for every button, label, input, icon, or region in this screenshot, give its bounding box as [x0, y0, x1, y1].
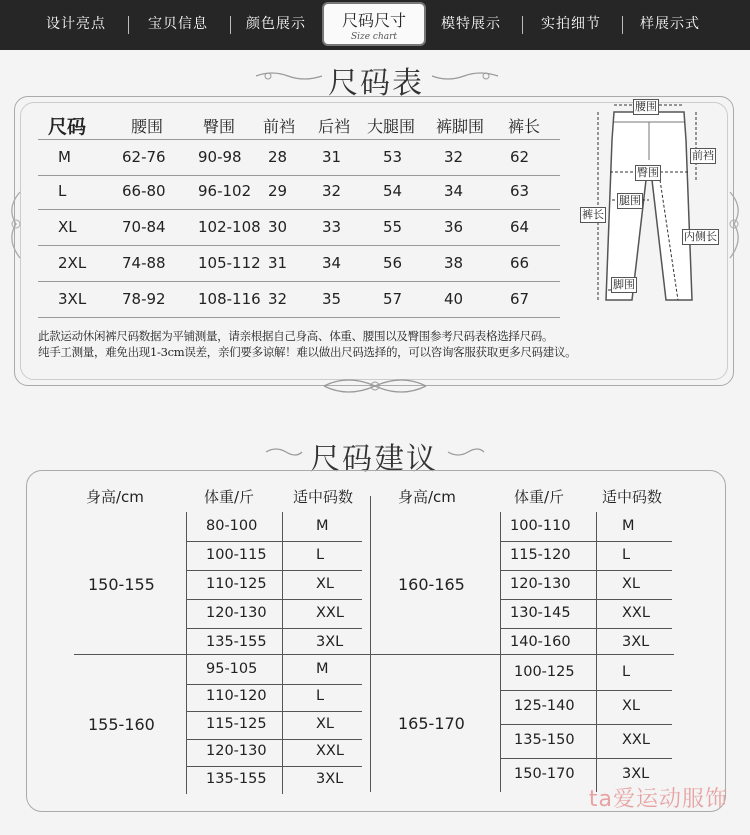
size-row-label: M: [58, 148, 71, 166]
rec-row-divider: [186, 766, 362, 767]
nav-item-product-info[interactable]: 宝贝信息: [148, 16, 208, 32]
rec-weight-range: 120-130: [206, 604, 267, 621]
diagram-label-inseam: 内侧长: [684, 230, 717, 243]
side-ornament-left: [4, 190, 26, 260]
size-table-cell: 32: [322, 182, 342, 200]
size-table-cell: 31: [322, 148, 342, 166]
size-table-cell: 64: [510, 218, 530, 236]
rec-size: XXL: [622, 604, 650, 621]
nav-active-sublabel: Size chart: [350, 32, 398, 42]
diagram-label-hem: 脚围: [613, 278, 635, 291]
size-table-cell: 30: [268, 218, 288, 236]
rec-size: 3XL: [622, 766, 650, 782]
size-table-cell: 63: [510, 182, 530, 200]
size-row-divider: [38, 175, 560, 176]
size-chart-title: 尺码表: [328, 66, 424, 101]
rec-size: M: [316, 660, 329, 677]
col-header-length: 裤长: [508, 117, 541, 136]
diagram-label-hip: 臀围: [637, 166, 659, 179]
diagram-label-front-rise: 前裆: [692, 149, 714, 162]
rec-size: M: [316, 517, 329, 534]
diagram-label-waist: 腰围: [635, 100, 657, 113]
rec-size: L: [622, 664, 631, 680]
size-row-divider: [38, 317, 560, 318]
rec-weight-range: 135-155: [206, 633, 267, 650]
rec-row-divider: [186, 711, 362, 712]
bottom-ornament: [320, 374, 430, 398]
nav-active-label: 尺码尺寸: [341, 11, 406, 30]
rec-row-divider: [186, 599, 362, 600]
title-ornament-right: [446, 446, 486, 458]
rec-size: XL: [622, 575, 641, 592]
size-table-cell: 32: [268, 290, 288, 308]
rec-weight-range: 125-140: [514, 698, 575, 714]
size-table-cell: 66: [510, 254, 530, 272]
rec-size: L: [316, 688, 325, 705]
rec-size: XL: [622, 698, 641, 714]
size-note-line-1: 此款运动休闲裤尺码数据为平铺测量，请亲根据自己身高、体重、腰围以及臀围参考尺码表格选择尺码。: [38, 329, 554, 343]
rec-row-divider: [186, 684, 362, 685]
rec-weight-range: 110-120: [206, 688, 267, 705]
rec-size: M: [622, 517, 635, 534]
recommend-frame: [26, 470, 726, 812]
nav-separator: [128, 16, 129, 34]
rec-size: 3XL: [316, 770, 344, 787]
size-row-label: L: [58, 182, 67, 200]
rec-size: XXL: [316, 743, 344, 760]
size-table-cell: 96-102: [198, 182, 252, 200]
size-table-cell: 29: [268, 182, 288, 200]
rec-row-divider: [186, 628, 362, 629]
diagram-label-length: 裤长: [582, 208, 604, 221]
nav-separator: [230, 16, 231, 34]
rec-header-weight-left: 体重/斤: [204, 488, 255, 506]
title-ornament-left: [264, 446, 304, 458]
rec-height-range: 165-170: [398, 714, 465, 733]
size-table-cell: 70-84: [122, 218, 166, 236]
side-ornament-right: [724, 190, 746, 260]
rec-row-divider: [186, 570, 362, 571]
nav-separator: [522, 16, 523, 34]
size-table-cell: 105-112: [198, 254, 261, 272]
size-table-cell: 40: [444, 290, 464, 308]
nav-item-design-highlights[interactable]: 设计亮点: [46, 16, 106, 32]
size-table-cell: 53: [383, 148, 403, 166]
size-table-cell: 28: [268, 148, 288, 166]
rec-row-divider: [500, 570, 672, 571]
rec-weight-range: 120-130: [510, 575, 571, 592]
nav-separator: [622, 16, 623, 34]
nav-item-model-display[interactable]: 模特展示: [441, 16, 501, 32]
header-divider: [38, 139, 560, 140]
rec-size: 3XL: [316, 633, 344, 650]
shop-watermark: ta爱运动服饰: [588, 787, 728, 812]
rec-size: XXL: [622, 732, 650, 748]
size-table-cell: 74-88: [122, 254, 166, 272]
size-table-cell: 55: [383, 218, 403, 236]
rec-size: 3XL: [622, 633, 650, 650]
size-table-cell: 31: [268, 254, 288, 272]
rec-column-divider: [500, 512, 501, 657]
rec-weight-range: 100-115: [206, 546, 267, 563]
rec-weight-range: 100-125: [514, 664, 575, 680]
size-table-cell: 33: [322, 218, 342, 236]
size-row-divider: [38, 281, 560, 282]
size-table-cell: 108-116: [198, 290, 261, 308]
rec-weight-range: 110-125: [206, 575, 267, 592]
size-row-label: 3XL: [58, 290, 87, 308]
rec-weight-range: 115-120: [510, 546, 571, 563]
rec-row-divider: [500, 541, 672, 542]
size-table-cell: 32: [444, 148, 464, 166]
size-table-cell: 34: [322, 254, 342, 272]
size-table-cell: 38: [444, 254, 464, 272]
rec-row-divider: [186, 739, 362, 740]
top-nav-bar: [0, 0, 750, 50]
rec-weight-range: 135-155: [206, 770, 267, 787]
col-header-hip: 臀围: [203, 117, 236, 136]
rec-column-divider: [186, 656, 187, 794]
size-table-cell: 36: [444, 218, 464, 236]
col-header-waist: 腰围: [131, 117, 164, 136]
rec-size: L: [622, 546, 631, 563]
size-row-label: 2XL: [58, 254, 87, 272]
rec-header-weight-right: 体重/斤: [514, 488, 565, 506]
rec-column-divider: [596, 512, 597, 657]
rec-weight-range: 95-105: [206, 660, 258, 677]
rec-height-range: 155-160: [88, 714, 155, 734]
size-table-cell: 90-98: [198, 148, 242, 166]
rec-center-divider: [370, 496, 371, 792]
size-table-cell: 62-76: [122, 148, 166, 166]
rec-header-height-right: 身高/cm: [398, 488, 456, 506]
rec-weight-range: 115-125: [206, 715, 267, 732]
size-table-cell: 35: [322, 290, 342, 308]
rec-size: XL: [316, 575, 335, 592]
title-ornament-left: [254, 70, 324, 82]
nav-item-color-display[interactable]: 颜色展示: [246, 16, 306, 32]
rec-weight-range: 150-170: [514, 766, 575, 782]
rec-weight-range: 135-150: [514, 732, 575, 748]
size-table-cell: 62: [510, 148, 530, 166]
rec-weight-range: 80-100: [206, 517, 258, 534]
rec-header-size-left: 适中码数: [293, 488, 354, 506]
rec-column-divider: [282, 656, 283, 794]
rec-column-divider: [186, 512, 187, 657]
diagram-label-thigh: 腿围: [619, 194, 641, 207]
rec-row-divider: [186, 541, 362, 542]
rec-weight-range: 140-160: [510, 633, 571, 650]
size-table-cell: 34: [444, 182, 464, 200]
size-table-cell: 78-92: [122, 290, 166, 308]
rec-weight-range: 100-110: [510, 517, 571, 534]
rec-size: L: [316, 546, 325, 563]
col-header-front-rise: 前裆: [263, 117, 296, 136]
size-table-cell: 67: [510, 290, 530, 308]
rec-weight-range: 130-145: [510, 604, 571, 621]
recommend-title: 尺码建议: [310, 442, 438, 477]
nav-item-real-details[interactable]: 实拍细节: [541, 16, 601, 32]
rec-row-divider: [500, 758, 672, 759]
rec-height-range: 160-165: [398, 574, 465, 594]
rec-height-range: 150-155: [88, 574, 155, 594]
rec-row-divider: [500, 599, 672, 600]
rec-row-divider: [500, 628, 672, 629]
size-row-divider: [38, 209, 560, 210]
col-header-back-rise: 后裆: [318, 117, 351, 136]
size-table-cell: 102-108: [198, 218, 261, 236]
rec-column-divider: [282, 512, 283, 657]
col-header-hem: 裤脚围: [436, 117, 485, 136]
rec-header-size-right: 适中码数: [602, 488, 663, 506]
col-header-thigh: 大腿围: [367, 117, 416, 136]
nav-item-size-chart[interactable]: [322, 2, 426, 46]
col-header-size: 尺码: [48, 116, 87, 138]
rec-row-divider: [500, 690, 672, 691]
rec-size: XXL: [316, 604, 344, 621]
nav-item-style-display[interactable]: 样展示式: [640, 16, 700, 32]
size-table-cell: 57: [383, 290, 403, 308]
rec-header-height-left: 身高/cm: [86, 488, 144, 506]
rec-row-divider: [500, 724, 672, 725]
title-ornament-right: [430, 70, 500, 82]
rec-weight-range: 120-130: [206, 743, 267, 760]
size-table-cell: 56: [383, 254, 403, 272]
rec-group-divider: [74, 654, 674, 655]
rec-size: XL: [316, 715, 335, 732]
size-row-label: XL: [58, 218, 77, 236]
size-row-divider: [38, 245, 560, 246]
size-table-cell: 66-80: [122, 182, 166, 200]
size-note-line-2: 纯手工测量，难免出现1-3cm误差，亲们要多谅解！难以做出尺码选择的，可以咨询客服获取更多尺码建议。: [38, 345, 577, 359]
size-table-cell: 54: [383, 182, 403, 200]
